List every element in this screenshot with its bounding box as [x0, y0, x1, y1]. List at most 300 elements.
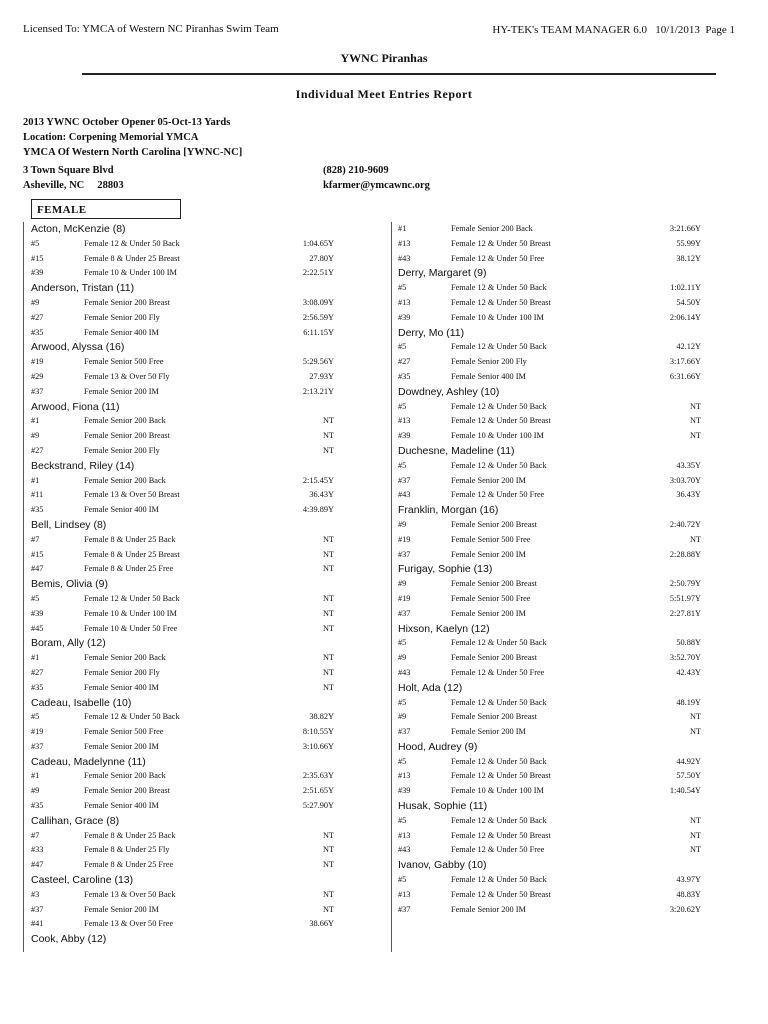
license-text: Licensed To: YMCA of Western NC Piranhas Swim Team [23, 23, 279, 35]
entry-row [391, 459, 703, 474]
event-number: #43 [398, 845, 411, 855]
event-number: #35 [31, 327, 44, 337]
event-number: #37 [398, 904, 411, 914]
event-number: #27 [398, 357, 411, 367]
event-number: #1 [398, 224, 407, 233]
event-name: Female Senior 400 IM [84, 327, 159, 337]
report-title: Individual Meet Entries Report [295, 87, 473, 101]
entry-row [391, 769, 703, 784]
event-number: #5 [398, 875, 407, 885]
seed-time: NT [322, 667, 334, 677]
event-name: Female 12 & Under 50 Free [451, 490, 545, 500]
seed-time: NT [322, 860, 334, 870]
swimmer-name: Cook, Abby (12) [31, 933, 107, 946]
entry-row [391, 607, 703, 622]
swimmer-block [24, 400, 391, 459]
event-name: Female 13 & Over 50 Breast [84, 490, 180, 500]
event-number: #5 [398, 401, 407, 411]
seed-time: 3:17.66Y [669, 357, 701, 367]
seed-time: NT [322, 431, 334, 441]
event-number: #27 [31, 445, 44, 455]
entry-row [391, 636, 703, 651]
event-number: #7 [31, 830, 40, 840]
seed-time: 6:11.15Y [303, 327, 334, 337]
event-name: Female Senior 200 IM [451, 727, 526, 737]
entry-row [24, 740, 391, 755]
seed-time: 5:29.56Y [302, 357, 334, 367]
event-number: #1 [31, 653, 40, 663]
event-number: #1 [31, 771, 40, 781]
event-number: #33 [31, 845, 44, 855]
event-name: Female 8 & Under 25 Back [84, 534, 176, 544]
event-name: Female Senior 200 IM [451, 475, 526, 485]
entry-row [391, 592, 703, 607]
event-number: #19 [31, 357, 44, 367]
entry-row [24, 607, 391, 622]
event-number: #5 [398, 460, 407, 470]
meet-phone: (828) 210-9609 [323, 165, 389, 176]
header-divider [82, 73, 716, 75]
seed-time: NT [689, 401, 701, 411]
event-number: #41 [31, 919, 44, 929]
entry-row [391, 784, 703, 799]
event-name: Female Senior 200 Back [84, 653, 166, 663]
event-name: Female 8 & Under 25 Fly [84, 845, 170, 855]
event-number: #29 [31, 371, 44, 381]
seed-time: 44.92Y [676, 756, 701, 766]
event-name: Female Senior 200 Back [451, 224, 533, 233]
seed-time: NT [322, 830, 334, 840]
swimmer-name: Anderson, Tristan (11) [31, 282, 135, 295]
event-name: Female 12 & Under 50 Back [451, 283, 547, 293]
meet-address-line2: Asheville, NC 28803 [23, 180, 124, 191]
entry-row [24, 917, 391, 932]
event-number: #45 [31, 623, 44, 633]
entry-row [24, 858, 391, 873]
event-name: Female 12 & Under 50 Back [451, 875, 547, 885]
swimmer-name: Arwood, Fiona (11) [31, 400, 120, 413]
swimmer-block [24, 814, 391, 873]
seed-time: 2:51.65Y [302, 786, 334, 796]
meet-organization: YMCA Of Western North Carolina [YWNC-NC] [23, 147, 243, 158]
entry-row [24, 548, 391, 563]
seed-time: 3:52.70Y [669, 653, 701, 663]
swimmer-name: Furigay, Sophie (13) [398, 563, 493, 576]
seed-time: 3:10.66Y [302, 741, 334, 751]
swimmer-block [24, 340, 391, 399]
entry-row [391, 488, 703, 503]
seed-time: NT [322, 608, 334, 618]
event-number: #11 [31, 490, 44, 500]
entry-row [391, 533, 703, 548]
entry-row [391, 340, 703, 355]
event-number: #37 [398, 549, 411, 559]
event-number: #5 [31, 593, 40, 603]
entry-row [24, 592, 391, 607]
event-name: Female Senior 200 IM [84, 386, 159, 396]
seed-time: 5:51.97Y [669, 593, 701, 603]
entry-row [24, 326, 391, 341]
event-number: #35 [31, 801, 44, 811]
event-number: #5 [398, 815, 407, 825]
event-name: Female Senior 200 IM [451, 608, 526, 618]
entry-row [391, 843, 703, 858]
event-number: #5 [398, 638, 407, 648]
seed-time: NT [322, 889, 334, 899]
event-name: Female Senior 500 Free [451, 534, 531, 544]
event-name: Female Senior 200 IM [84, 741, 159, 751]
entry-row [391, 355, 703, 370]
swimmer-name: Hood, Audrey (9) [398, 740, 478, 753]
entry-row [24, 562, 391, 577]
event-number: #5 [398, 342, 407, 352]
swimmer-name: Cadeau, Madelynne (11) [31, 755, 146, 768]
event-name: Female 12 & Under 50 Breast [451, 830, 551, 840]
swimmer-name: Beckstrand, Riley (14) [31, 459, 135, 472]
software-info [492, 24, 735, 36]
entry-row [24, 903, 391, 918]
entries-column-right [391, 222, 703, 917]
entry-row [24, 843, 391, 858]
entry-row [24, 888, 391, 903]
seed-time: NT [689, 815, 701, 825]
swimmer-name: Derry, Mo (11) [398, 326, 465, 339]
entry-row [391, 814, 703, 829]
seed-time: 3:03.70Y [669, 475, 701, 485]
entry-row [391, 252, 703, 267]
event-number: #13 [398, 830, 411, 840]
event-name: Female Senior 200 Breast [451, 519, 537, 529]
entry-row [391, 873, 703, 888]
event-number: #43 [398, 253, 411, 263]
swimmer-name: Arwood, Alyssa (16) [31, 341, 125, 354]
event-number: #27 [31, 667, 44, 677]
entry-row [24, 488, 391, 503]
event-name: Female Senior 200 Fly [84, 667, 160, 677]
swimmer-block [24, 518, 391, 577]
entry-row [24, 533, 391, 548]
event-number: #39 [398, 786, 411, 796]
event-number: #5 [31, 712, 40, 722]
seed-time: 43.97Y [676, 875, 701, 885]
entries-column-left [23, 222, 392, 952]
event-name: Female 12 & Under 50 Back [451, 815, 547, 825]
seed-time: 36.43Y [309, 490, 334, 500]
event-name: Female 12 & Under 50 Breast [451, 889, 551, 899]
event-number: #9 [398, 579, 407, 589]
swimmer-block [24, 459, 391, 518]
event-number: #13 [398, 416, 411, 426]
seed-time: 1:02.11Y [670, 283, 701, 293]
seed-time: 4:39.89Y [302, 505, 334, 515]
event-name: Female Senior 200 Back [84, 771, 166, 781]
entry-row [391, 888, 703, 903]
seed-time: 2:50.79Y [669, 579, 701, 589]
seed-time: 57.50Y [676, 771, 701, 781]
event-number: #19 [398, 534, 411, 544]
swimmer-name: Boram, Ally (12) [31, 637, 106, 650]
event-number: #19 [31, 727, 44, 737]
seed-time: 2:06.14Y [669, 312, 701, 322]
seed-time: 2:40.72Y [669, 519, 701, 529]
event-name: Female Senior 400 IM [84, 682, 159, 692]
event-number: #9 [31, 431, 40, 441]
swimmer-name: Callihan, Grace (8) [31, 814, 120, 827]
event-number: #43 [398, 490, 411, 500]
entry-row [391, 429, 703, 444]
swimmer-name: Bell, Lindsey (8) [31, 518, 107, 531]
event-number: #37 [398, 475, 411, 485]
entry-row [391, 400, 703, 415]
seed-time: 55.99Y [676, 238, 701, 248]
entry-row [24, 414, 391, 429]
entry-row [24, 296, 391, 311]
event-name: Female 12 & Under 50 Breast [451, 771, 551, 781]
swimmer-block [391, 740, 703, 799]
entry-row [391, 577, 703, 592]
event-name: Female Senior 200 Breast [84, 431, 170, 441]
event-name: Female 12 & Under 50 Back [451, 697, 547, 707]
swimmer-name: Franklin, Morgan (16) [398, 504, 499, 517]
entry-row [391, 548, 703, 563]
event-number: #39 [398, 312, 411, 322]
meet-location: Location: Corpening Memorial YMCA [23, 132, 199, 143]
event-name: Female 12 & Under 50 Back [451, 756, 547, 766]
event-name: Female 12 & Under 50 Back [84, 238, 180, 248]
swimmer-block [391, 622, 703, 681]
seed-time: 2:13.21Y [302, 386, 334, 396]
entry-row [391, 222, 703, 237]
entry-row [24, 503, 391, 518]
event-name: Female 10 & Under 100 IM [451, 312, 544, 322]
entry-row [24, 799, 391, 814]
entry-row [24, 311, 391, 326]
seed-time: 50.88Y [676, 638, 701, 648]
seed-time: 3:21.66Y [669, 224, 701, 233]
seed-time: 1:40.54Y [669, 786, 701, 796]
entry-row [391, 370, 703, 385]
swimmer-block [24, 932, 391, 947]
event-name: Female Senior 400 IM [451, 371, 526, 381]
event-name: Female 8 & Under 25 Breast [84, 549, 180, 559]
event-number: #3 [31, 889, 40, 899]
swimmer-name: Holt, Ada (12) [398, 681, 463, 694]
event-name: Female 12 & Under 50 Back [451, 342, 547, 352]
event-number: #15 [31, 549, 44, 559]
seed-time: 54.50Y [676, 297, 701, 307]
entry-row [391, 281, 703, 296]
event-name: Female 12 & Under 50 Breast [451, 297, 551, 307]
swimmer-block [391, 222, 703, 266]
event-number: #5 [398, 756, 407, 766]
swimmer-name: Duchesne, Madeline (11) [398, 444, 515, 457]
seed-time: NT [322, 623, 334, 633]
event-number: #5 [398, 283, 407, 293]
entry-row [24, 784, 391, 799]
entry-row [24, 666, 391, 681]
swimmer-block [391, 444, 703, 503]
entry-row [391, 829, 703, 844]
entry-row [24, 681, 391, 696]
seed-time: NT [689, 727, 701, 737]
entry-row [391, 903, 703, 918]
event-number: #9 [398, 653, 407, 663]
event-name: Female 12 & Under 50 Back [451, 460, 547, 470]
entry-row [24, 710, 391, 725]
swimmer-block [391, 562, 703, 621]
entry-row [391, 651, 703, 666]
entry-row [24, 829, 391, 844]
event-name: Female 8 & Under 25 Breast [84, 253, 180, 263]
entry-row [391, 296, 703, 311]
event-number: #47 [31, 564, 44, 574]
seed-time: NT [322, 416, 334, 426]
event-name: Female Senior 200 IM [84, 904, 159, 914]
event-number: #37 [31, 741, 44, 751]
team-title: YWNC Piranhas [340, 51, 428, 65]
swimmer-name: Dowdney, Ashley (10) [398, 385, 500, 398]
event-name: Female 12 & Under 50 Free [451, 845, 545, 855]
software-name: HY-TEK's TEAM MANAGER 6.0 [492, 24, 647, 36]
event-number: #37 [31, 904, 44, 914]
event-number: #9 [398, 712, 407, 722]
entry-row [24, 474, 391, 489]
entry-row [391, 311, 703, 326]
seed-time: NT [322, 445, 334, 455]
event-number: #39 [31, 608, 44, 618]
event-name: Female 12 & Under 50 Free [451, 667, 545, 677]
entry-row [24, 769, 391, 784]
seed-time: 3:08.09Y [302, 297, 334, 307]
event-number: #19 [398, 593, 411, 603]
swimmer-block [24, 281, 391, 340]
event-name: Female Senior 500 Free [84, 727, 164, 737]
seed-time: 48.83Y [676, 889, 701, 899]
seed-time: 6:31.66Y [669, 371, 701, 381]
seed-time: 5:27.90Y [302, 801, 334, 811]
event-name: Female 8 & Under 25 Free [84, 564, 174, 574]
seed-time: NT [689, 431, 701, 441]
event-number: #7 [31, 534, 40, 544]
event-number: #37 [398, 727, 411, 737]
seed-time: NT [689, 416, 701, 426]
event-name: Female Senior 200 Fly [84, 312, 160, 322]
report-date: 10/1/2013 [655, 24, 700, 36]
seed-time: 38.12Y [676, 253, 701, 263]
swimmer-name: Ivanov, Gabby (10) [398, 859, 487, 872]
event-name: Female 8 & Under 25 Free [84, 860, 174, 870]
event-name: Female 13 & Over 50 Back [84, 889, 176, 899]
event-name: Female 12 & Under 50 Back [84, 712, 180, 722]
swimmer-block [391, 503, 703, 562]
entry-row [24, 266, 391, 281]
seed-time: NT [689, 830, 701, 840]
entry-row [391, 414, 703, 429]
event-name: Female Senior 200 Breast [451, 653, 537, 663]
event-name: Female 8 & Under 25 Back [84, 830, 176, 840]
event-number: #13 [398, 889, 411, 899]
swimmer-block [391, 266, 703, 325]
swimmer-block [391, 326, 703, 385]
event-name: Female Senior 400 IM [84, 505, 159, 515]
entry-row [24, 370, 391, 385]
swimmer-block [24, 755, 391, 814]
event-number: #47 [31, 860, 44, 870]
swimmer-block [24, 577, 391, 636]
event-number: #37 [31, 386, 44, 396]
event-number: #1 [31, 416, 40, 426]
event-name: Female Senior 200 Breast [451, 579, 537, 589]
swimmer-name: Husak, Sophie (11) [398, 800, 488, 813]
seed-time: 27.93Y [309, 371, 334, 381]
entry-row [391, 696, 703, 711]
seed-time: NT [322, 593, 334, 603]
event-name: Female 13 & Over 50 Free [84, 919, 174, 929]
seed-time: 8:10.55Y [302, 727, 334, 737]
seed-time: 2:15.45Y [302, 475, 334, 485]
seed-time: 2:35.63Y [302, 771, 334, 781]
event-number: #35 [31, 682, 44, 692]
event-name: Female Senior 500 Free [84, 357, 164, 367]
entry-row [24, 355, 391, 370]
event-name: Female 10 & Under 100 IM [84, 268, 177, 278]
event-number: #9 [31, 297, 40, 307]
event-name: Female 12 & Under 50 Back [84, 593, 180, 603]
gender-header: FEMALE [31, 199, 181, 219]
entry-row [24, 429, 391, 444]
swimmer-name: Acton, McKenzie (8) [31, 223, 126, 235]
event-number: #9 [31, 786, 40, 796]
swimmer-name: Derry, Margaret (9) [398, 267, 487, 280]
event-name: Female Senior 200 Back [84, 416, 166, 426]
swimmer-block [24, 696, 391, 755]
seed-time: 27.80Y [309, 253, 334, 263]
swimmer-name: Casteel, Caroline (13) [31, 874, 134, 887]
seed-time: 38.82Y [309, 712, 334, 722]
seed-time: 36.43Y [676, 490, 701, 500]
event-number: #43 [398, 667, 411, 677]
event-name: Female Senior 200 Breast [84, 786, 170, 796]
event-name: Female 10 & Under 50 Free [84, 623, 178, 633]
swimmer-block [391, 799, 703, 858]
entry-row [391, 474, 703, 489]
entry-row [24, 622, 391, 637]
swimmer-block [391, 858, 703, 917]
event-number: #5 [31, 238, 40, 248]
entry-row [391, 518, 703, 533]
entry-row [391, 710, 703, 725]
swimmer-name: Hixson, Kaelyn (12) [398, 622, 490, 635]
seed-time: 43.35Y [676, 460, 701, 470]
seed-time: 2:22.51Y [302, 268, 334, 278]
event-name: Female Senior 400 IM [84, 801, 159, 811]
entry-row [24, 651, 391, 666]
seed-time: NT [689, 712, 701, 722]
meet-name: 2013 YWNC October Opener 05-Oct-13 Yards [23, 117, 231, 128]
entry-row [391, 237, 703, 252]
event-number: #9 [398, 519, 407, 529]
event-name: Female 12 & Under 50 Breast [451, 416, 551, 426]
seed-time: NT [322, 549, 334, 559]
event-name: Female 10 & Under 100 IM [451, 431, 544, 441]
event-name: Female Senior 200 Breast [451, 712, 537, 722]
meet-address-line1: 3 Town Square Blvd [23, 165, 114, 176]
event-name: Female Senior 200 IM [451, 904, 526, 914]
event-number: #5 [398, 697, 407, 707]
event-name: Female 12 & Under 50 Breast [451, 238, 551, 248]
seed-time: 1:04.65Y [302, 238, 334, 248]
seed-time: NT [322, 653, 334, 663]
